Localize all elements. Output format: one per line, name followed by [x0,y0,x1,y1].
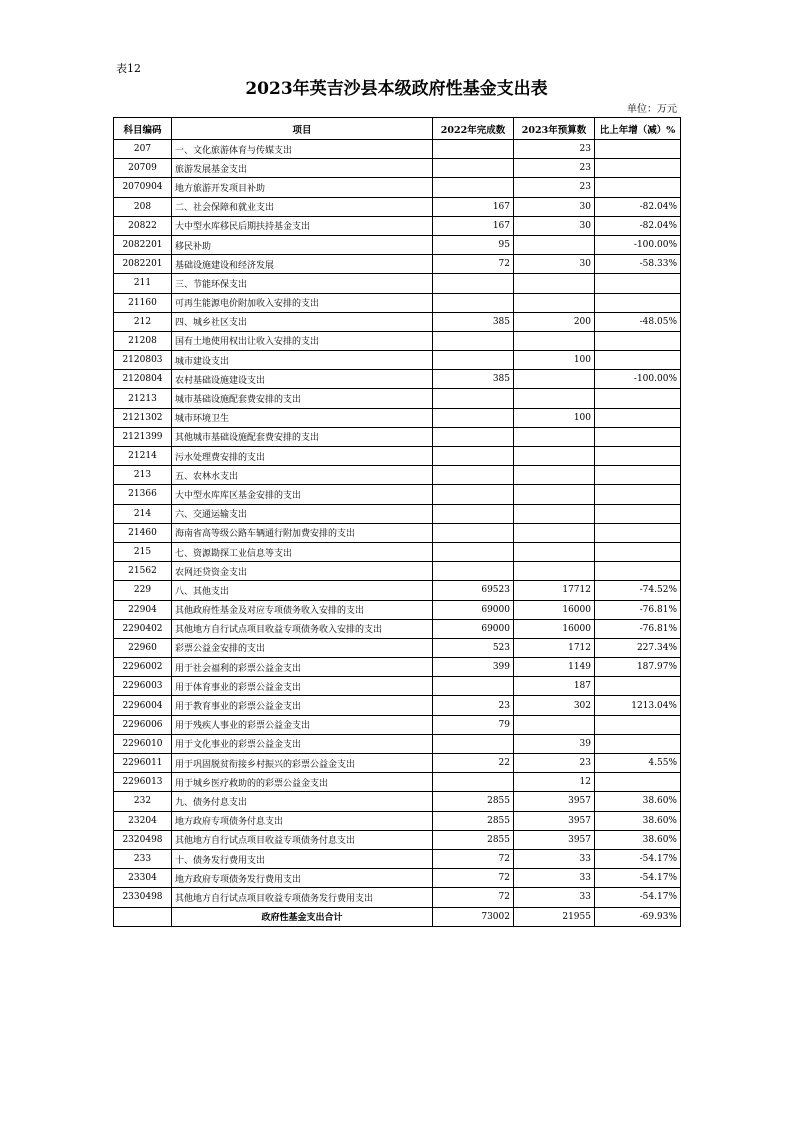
row-budget-2023 [514,504,595,523]
row-code: 2120804 [114,370,172,389]
row-actual-2022 [433,562,514,581]
row-change [595,447,681,466]
row-code: 22904 [114,600,172,619]
row-budget-2023: 100 [514,408,595,427]
table-row [114,638,681,657]
table-row [114,408,681,427]
table-row [114,715,681,734]
row-change: 38.60% [595,792,681,811]
row-item-name: 一、文化旅游体育与传媒支出 [172,140,433,159]
row-change [595,408,681,427]
row-code: 22960 [114,638,172,657]
row-budget-2023 [514,331,595,350]
table-row [114,255,681,274]
row-item-name: 大中型水库移民后期扶持基金支出 [172,216,433,235]
row-item-name: 九、债务付息支出 [172,792,433,811]
row-item-name: 移民补助 [172,235,433,254]
row-item-name: 八、其他支出 [172,581,433,600]
row-budget-2023 [514,485,595,504]
row-budget-2023: 16000 [514,619,595,638]
row-actual-2022: 95 [433,235,514,254]
row-code: 2120803 [114,351,172,370]
row-actual-2022 [433,159,514,178]
row-budget-2023: 187 [514,677,595,696]
row-code: 2296010 [114,734,172,753]
row-item-name: 污水处理费安排的支出 [172,447,433,466]
row-budget-2023: 33 [514,888,595,907]
table-row [114,351,681,370]
row-budget-2023: 3957 [514,811,595,830]
row-actual-2022: 72 [433,849,514,868]
row-code: 21214 [114,447,172,466]
unit-label: 单位：万元 [627,104,677,115]
row-budget-2023 [514,562,595,581]
row-budget-2023: 3957 [514,792,595,811]
table-row [114,274,681,293]
row-change [595,178,681,197]
row-item-name: 农村基础设施建设支出 [172,370,433,389]
row-item-name: 二、社会保障和就业支出 [172,197,433,216]
table-row [114,581,681,600]
row-item-name: 四、城乡社区支出 [172,312,433,331]
total-change: -69.93% [595,907,681,926]
row-code: 214 [114,504,172,523]
row-actual-2022: 2855 [433,811,514,830]
row-actual-2022: 72 [433,888,514,907]
row-item-name: 地方旅游开发项目补助 [172,178,433,197]
row-change: 38.60% [595,811,681,830]
row-code: 213 [114,466,172,485]
row-actual-2022 [433,293,514,312]
row-change: -76.81% [595,600,681,619]
row-code: 233 [114,849,172,868]
row-change: 38.60% [595,830,681,849]
row-change [595,351,681,370]
row-code: 21562 [114,562,172,581]
row-change: -100.00% [595,370,681,389]
row-item-name: 五、农林水支出 [172,466,433,485]
row-item-name: 城市基础设施配套费安排的支出 [172,389,433,408]
row-change: -82.04% [595,197,681,216]
table-row [114,562,681,581]
table-row [114,197,681,216]
row-actual-2022 [433,274,514,293]
row-code: 2296006 [114,715,172,734]
row-change: -58.33% [595,255,681,274]
row-actual-2022 [433,773,514,792]
row-actual-2022 [433,734,514,753]
row-budget-2023: 23 [514,159,595,178]
table-row [114,312,681,331]
row-actual-2022 [433,331,514,350]
row-budget-2023: 100 [514,351,595,370]
row-code: 20822 [114,216,172,235]
row-actual-2022: 69523 [433,581,514,600]
table-row [114,370,681,389]
row-code: 215 [114,542,172,561]
row-actual-2022: 399 [433,658,514,677]
table-row [114,447,681,466]
row-actual-2022: 2855 [433,792,514,811]
row-actual-2022: 385 [433,370,514,389]
row-budget-2023: 3957 [514,830,595,849]
row-item-name: 三、节能环保支出 [172,274,433,293]
table-row [114,734,681,753]
row-budget-2023: 30 [514,216,595,235]
row-code: 208 [114,197,172,216]
row-change: -54.17% [595,888,681,907]
row-budget-2023: 30 [514,255,595,274]
row-change [595,293,681,312]
row-actual-2022 [433,542,514,561]
row-code: 2082201 [114,255,172,274]
row-actual-2022 [433,466,514,485]
table-row [114,159,681,178]
row-budget-2023 [514,427,595,446]
row-actual-2022: 385 [433,312,514,331]
row-code: 2296002 [114,658,172,677]
total-budget-2023: 21955 [514,907,595,926]
row-budget-2023: 12 [514,773,595,792]
row-budget-2023 [514,293,595,312]
row-change [595,773,681,792]
row-actual-2022 [433,504,514,523]
row-change [595,677,681,696]
row-actual-2022 [433,523,514,542]
row-code: 2320498 [114,830,172,849]
row-code: 20709 [114,159,172,178]
row-code: 232 [114,792,172,811]
row-actual-2022 [433,677,514,696]
row-change: 1213.04% [595,696,681,715]
row-item-name: 基础设施建设和经济发展 [172,255,433,274]
table-row [114,869,681,888]
row-code: 2296011 [114,754,172,773]
row-actual-2022: 22 [433,754,514,773]
row-budget-2023: 17712 [514,581,595,600]
row-change [595,466,681,485]
row-code: 2296013 [114,773,172,792]
row-code: 21213 [114,389,172,408]
row-code: 21460 [114,523,172,542]
header-code: 科目编码 [114,118,172,140]
row-code: 229 [114,581,172,600]
table-number: 表12 [116,62,141,75]
row-change: -48.05% [595,312,681,331]
row-actual-2022 [433,178,514,197]
page-title: 2023年英吉沙县本级政府性基金支出表 [245,79,548,99]
row-budget-2023: 200 [514,312,595,331]
table-row [114,216,681,235]
row-code: 2330498 [114,888,172,907]
row-code: 2290402 [114,619,172,638]
row-actual-2022 [433,351,514,370]
row-actual-2022: 79 [433,715,514,734]
row-change [595,734,681,753]
table-row [114,849,681,868]
header-name: 项目 [172,118,433,140]
fund-expenditure-table [113,117,681,927]
table-row [114,658,681,677]
row-code: 21366 [114,485,172,504]
table-row [114,888,681,907]
table-row [114,523,681,542]
row-item-name: 大中型水库库区基金安排的支出 [172,485,433,504]
row-actual-2022: 72 [433,869,514,888]
row-item-name: 六、交通运输支出 [172,504,433,523]
row-code: 2070904 [114,178,172,197]
row-budget-2023 [514,466,595,485]
total-code [114,907,172,926]
row-budget-2023 [514,274,595,293]
table-row [114,792,681,811]
row-change [595,331,681,350]
row-actual-2022 [433,485,514,504]
table-row [114,178,681,197]
row-budget-2023 [514,447,595,466]
row-actual-2022 [433,427,514,446]
row-change: -82.04% [595,216,681,235]
row-change: 4.55% [595,754,681,773]
table-row [114,427,681,446]
row-change: -54.17% [595,869,681,888]
row-change [595,504,681,523]
row-budget-2023: 1149 [514,658,595,677]
row-code: 2121302 [114,408,172,427]
table-row [114,619,681,638]
row-actual-2022: 167 [433,197,514,216]
row-code: 2082201 [114,235,172,254]
row-change: 187.97% [595,658,681,677]
table-row [114,331,681,350]
header-budget-2023: 2023年预算数 [514,118,595,140]
row-actual-2022: 167 [433,216,514,235]
row-budget-2023: 23 [514,178,595,197]
row-budget-2023: 302 [514,696,595,715]
table-row [114,504,681,523]
row-item-name: 农网还贷资金支出 [172,562,433,581]
row-actual-2022: 523 [433,638,514,657]
row-change [595,485,681,504]
row-item-name: 地方政府专项债务发行费用支出 [172,869,433,888]
total-label: 政府性基金支出合计 [172,907,433,926]
row-change: -54.17% [595,849,681,868]
table-row [114,830,681,849]
row-code: 211 [114,274,172,293]
row-budget-2023: 23 [514,140,595,159]
row-item-name: 用于残疾人事业的彩票公益金支出 [172,715,433,734]
row-budget-2023: 16000 [514,600,595,619]
table-row [114,811,681,830]
row-item-name: 用于城乡医疗救助的的彩票公益金支出 [172,773,433,792]
row-item-name: 彩票公益金安排的支出 [172,638,433,657]
row-change [595,523,681,542]
row-item-name: 用于社会福利的彩票公益金支出 [172,658,433,677]
row-actual-2022: 2855 [433,830,514,849]
row-item-name: 城市环境卫生 [172,408,433,427]
row-item-name: 国有土地使用权出让收入安排的支出 [172,331,433,350]
row-item-name: 其他地方自行试点项目收益专项债务收入安排的支出 [172,619,433,638]
row-actual-2022 [433,447,514,466]
row-budget-2023 [514,389,595,408]
row-change [595,389,681,408]
table-row [114,677,681,696]
table-row [114,754,681,773]
table-row [114,542,681,561]
table-row [114,389,681,408]
row-budget-2023: 39 [514,734,595,753]
table-row [114,773,681,792]
row-change: -100.00% [595,235,681,254]
row-item-name: 可再生能源电价附加收入安排的支出 [172,293,433,312]
row-budget-2023 [514,523,595,542]
row-change: -74.52% [595,581,681,600]
row-code: 2296004 [114,696,172,715]
row-change [595,140,681,159]
row-change [595,542,681,561]
row-actual-2022 [433,140,514,159]
row-item-name: 其他地方自行试点项目收益专项债务发行费用支出 [172,888,433,907]
row-change [595,274,681,293]
row-item-name: 用于文化事业的彩票公益金支出 [172,734,433,753]
total-actual-2022: 73002 [433,907,514,926]
table-row [114,235,681,254]
row-budget-2023: 30 [514,197,595,216]
row-item-name: 海南省高等级公路车辆通行附加费安排的支出 [172,523,433,542]
row-actual-2022: 69000 [433,600,514,619]
row-code: 2296003 [114,677,172,696]
row-budget-2023 [514,715,595,734]
row-actual-2022 [433,389,514,408]
row-budget-2023 [514,370,595,389]
row-item-name: 十、债务发行费用支出 [172,849,433,868]
row-code: 23304 [114,869,172,888]
row-code: 212 [114,312,172,331]
row-item-name: 地方政府专项债务付息支出 [172,811,433,830]
row-actual-2022 [433,408,514,427]
table-row [114,485,681,504]
row-code: 207 [114,140,172,159]
row-budget-2023: 33 [514,849,595,868]
row-item-name: 用于巩固脱贫衔接乡村振兴的彩票公益金支出 [172,754,433,773]
row-change [595,715,681,734]
row-item-name: 其他政府性基金及对应专项债务收入安排的支出 [172,600,433,619]
row-code: 21160 [114,293,172,312]
row-change: -76.81% [595,619,681,638]
row-budget-2023 [514,542,595,561]
row-actual-2022: 23 [433,696,514,715]
header-change: 比上年增（减）% [595,118,681,140]
table-row [114,293,681,312]
row-item-name: 其他地方自行试点项目收益专项债务付息支出 [172,830,433,849]
table-row [114,696,681,715]
table-header-row [114,118,681,140]
row-code: 23204 [114,811,172,830]
row-change [595,159,681,178]
row-change [595,562,681,581]
row-item-name: 用于教育事业的彩票公益金支出 [172,696,433,715]
table-row [114,600,681,619]
row-code: 21208 [114,331,172,350]
header-actual-2022: 2022年完成数 [433,118,514,140]
row-actual-2022: 69000 [433,619,514,638]
row-actual-2022: 72 [433,255,514,274]
row-item-name: 用于体育事业的彩票公益金支出 [172,677,433,696]
total-row [114,907,681,926]
row-change [595,427,681,446]
row-budget-2023: 1712 [514,638,595,657]
row-item-name: 其他城市基础设施配套费安排的支出 [172,427,433,446]
row-code: 2121399 [114,427,172,446]
row-budget-2023: 33 [514,869,595,888]
row-change: 227.34% [595,638,681,657]
table-row [114,140,681,159]
row-item-name: 旅游发展基金支出 [172,159,433,178]
row-budget-2023 [514,235,595,254]
row-item-name: 七、资源勘探工业信息等支出 [172,542,433,561]
row-item-name: 城市建设支出 [172,351,433,370]
row-budget-2023: 23 [514,754,595,773]
table-row [114,466,681,485]
